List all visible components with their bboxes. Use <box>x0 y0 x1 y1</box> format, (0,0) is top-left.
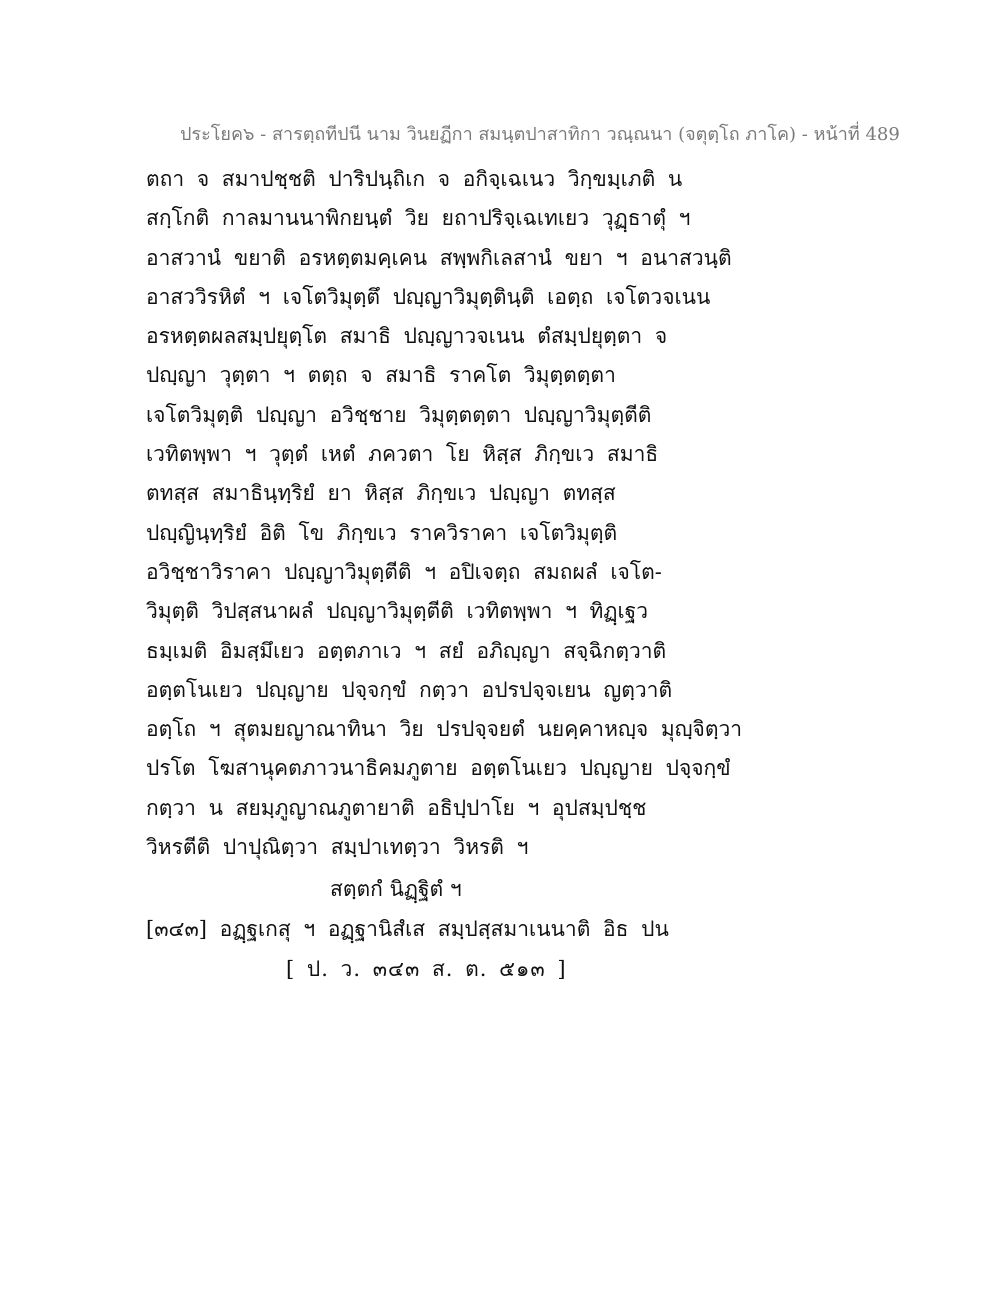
text-line: วิมุตฺติ วิปสฺสนาผลํ ปญฺญาวิมุตฺตีติ เวทิตพฺพา ฯ ทิฏฺเฐว <box>146 599 649 624</box>
text-line: อรหตฺตผลสมฺปยุตฺโต สมาธิ ปญฺญาวจเนน ตํสมฺปยุตฺตา จ <box>146 324 668 349</box>
text-line: วิหรตีติ ปาปุณิตฺวา สมฺปาเทตฺวา วิหรติ ฯ <box>146 835 529 860</box>
text-line: อตฺโถ ฯ สุตมยญาณาทินา วิย ปรปจฺจยตํ นยคฺคาหญฺจ มุญฺจิตฺวา <box>146 717 743 742</box>
page-reference: [ ป. ว. ๓๔๓ ส. ต. ๕๑๓ ] <box>286 957 567 981</box>
text-line: สกฺโกติ กาลมานนาพิกยนฺตํ วิย ยถาปริจฺเฉเทเยว วุฏฺธาตุํ ฯ <box>146 206 691 231</box>
section-end-title: สตฺตกํ นิฏฺฐิตํ ฯ <box>330 877 462 901</box>
text-line: ปญฺญา วุตฺตา ฯ ตตฺถ จ สมาธิ ราคโต วิมุตฺตตฺตา <box>146 363 616 388</box>
text-line: อาสววิรหิตํ ฯ เจโตวิมุตฺตึ ปญฺญาวิมุตฺตินฺติ เอตฺถ เจโตวจเนน <box>146 284 711 309</box>
text-line: ธมฺเมติ อิมสฺมึเยว อตฺตภาเว ฯ สยํ อภิญฺญา สจฺฉิกตฺวาติ <box>146 638 667 663</box>
text-line: อาสวานํ ขยาติ อรหตฺตมคฺเคน สพฺพกิเลสานํ ขยา ฯ อนาสวนฺติ <box>146 245 732 270</box>
section-start-line: [๓๔๓] อฏฺฐเกสุ ฯ อฏฺฐานิสํเส สมฺปสฺสมาเนนาติ อิธ ปน <box>146 917 669 941</box>
text-line: ปรโต โฆสานุคตภาวนาธิคมภูตาย อตฺตโนเยว ปญฺญาย ปจฺจกฺขํ <box>146 756 731 781</box>
text-line: เจโตวิมุตฺติ ปญฺญา อวิชฺชาย วิมุตฺตตฺตา ปญฺญาวิมุตฺตีติ <box>146 402 652 427</box>
text-line: กตฺวา น สยมฺภูญาณภูตายาติ อธิปฺปาโย ฯ อุปสมฺปชฺช <box>146 795 647 820</box>
text-line: เวทิตพฺพา ฯ วุตฺตํ เหตํ ภควตา โย หิสฺส ภิกฺขเว สมาธิ <box>146 442 659 467</box>
text-line: อตฺตโนเยว ปญฺญาย ปจฺจกฺขํ กตฺวา อปรปจฺจเยน ญตฺวาติ <box>146 677 673 702</box>
body-text <box>146 160 846 867</box>
text-line: อวิชฺชาวิราคา ปญฺญาวิมุตฺตีติ ฯ อปิเจตฺถ สมถผลํ เจโต- <box>146 559 662 584</box>
page-header: ประโยค๖ - สารตฺถทีปนี นาม วินยฏีกา สมนฺตปาสาทิกา วณฺณนา (จตุตฺโถ ภาโค) - หน้าที่ 489 <box>180 124 900 145</box>
text-line: ตทสฺส สมาธินฺทฺริยํ ยา หิสฺส ภิกฺขเว ปญฺญา ตทสฺส <box>146 481 616 506</box>
text-line: ปญฺญินฺทฺริยํ อิติ โข ภิกฺขเว ราควิราคา เจโตวิมุตฺติ <box>146 520 618 545</box>
text-line: ตถา จ สมาปชฺชติ ปาริปนฺถิเก จ อกิจฺเฉเนว วิกฺขมฺเภติ น <box>146 167 683 191</box>
